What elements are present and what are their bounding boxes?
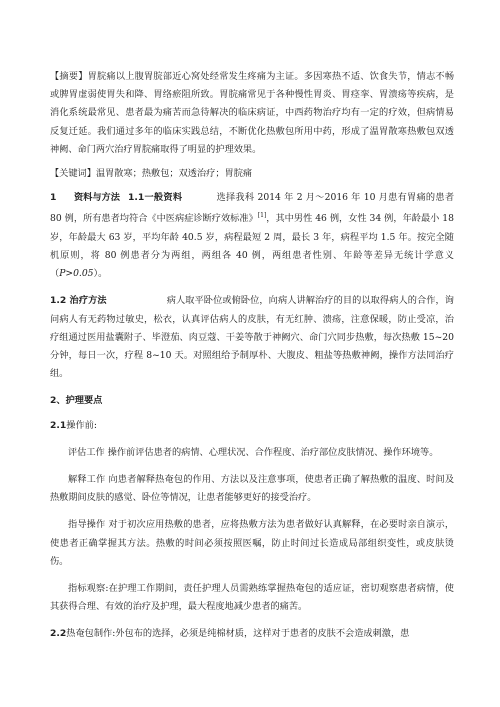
section-1-number: 1 — [50, 192, 57, 204]
section-2-2-number: 2.2 — [50, 628, 67, 640]
assessment-text: 操作前评估患者的病情、心理状况、合作程度、治疗部位皮肤情况、操作环境等。 — [107, 446, 439, 458]
observation-label: 指标观察: — [68, 582, 109, 594]
section-2-1-number: 2.1 — [50, 419, 67, 431]
section-1-title: 资料与方法 — [74, 192, 120, 204]
section-2-1-heading — [50, 417, 454, 435]
reference-marker: [1] — [257, 212, 267, 220]
keywords-paragraph — [50, 165, 454, 183]
abstract-label: 【摘要】 — [50, 71, 88, 82]
section-1-paragraph — [50, 189, 454, 283]
section-1-1-close: ）。 — [93, 268, 108, 280]
explanation-text: 向患者解释热奄包的作用、方法以及注意事项，使患者正确了解热敷的温度、时间及热敷期间皮肤的感觉、卧位等情况，让患者能够更好的接受治疗。 — [50, 473, 455, 504]
section-1-1-text: 选择我科 2014 年 2 月～2016 年 10 月患有胃痛的患者 80 例，所有患者均符合《中医病症诊断疗效标准》 — [50, 192, 455, 225]
section-2-2-paragraph — [50, 625, 454, 643]
guidance-label: 指导操作 — [68, 519, 106, 531]
observation-text: 在护理工作期间，责任护理人员需熟练掌握热奄包的适应证，密切观察患者病情，使其获得合理、有效的治疗及护理，最大程度地减少患者的痛苦。 — [50, 582, 454, 613]
section-1-1-number: 1.1 — [127, 192, 145, 204]
section-1-2-text: 病人取平卧位或俯卧位，向病人讲解治疗的目的以取得病人的合作，询问病人有无药物过敏史，松衣，认真评估病人的皮肤，有无红肿、溃疡，注意保暖，防止受凉，治疗组通过医用盐囊附子、毕澄茄、肉豆蔻、干姜等散于神阙穴、命门穴同步热敷，每次热敷 15~20 分钟，每日一次，疗程 8~10 天。对照组给予制厚朴、大腹皮、粗盐等热敷神阙，操作方法同治疗组。 — [50, 295, 454, 380]
paragraph-assessment — [50, 444, 454, 462]
paragraph-observation — [50, 580, 454, 616]
guidance-text: 对于初次应用热敷的患者，应将热敷方法为患者做好认真解释，在必要时亲自演示，使患者正确掌握其方法。热敷的时间必须按照医嘱，防止时间过长造成局部组织变性，或皮肤烫伤。 — [50, 519, 455, 567]
paragraph-guidance — [50, 516, 454, 571]
explanation-label: 解释工作 — [68, 473, 106, 485]
section-1-2-paragraph — [50, 292, 454, 383]
section-1-1-text-cont: ，其中男性 46 例，女性 34 例，年龄最小 18 岁，年龄最大 63 岁，平均年龄 40.5 岁，病程最短 2 周，最长 3 年，病程平均 1.5 年。按完全随机原则，将 80 例患者分为两组，两组各 40 例，两组患者性别、年龄等差异无统计学意义（ — [50, 213, 454, 280]
section-1-1-title: 一般资料 — [144, 192, 183, 204]
document-page — [50, 68, 454, 644]
section-1-2-title: 1.2 治疗方法 — [50, 295, 107, 307]
assessment-label: 评估工作 — [68, 446, 105, 458]
keywords-text: 温胃散寒；热敷包；双透治疗；胃脘痛 — [95, 168, 253, 180]
abstract-paragraph — [50, 68, 454, 159]
section-2-title: 2、护理要点 — [50, 395, 103, 407]
abstract-text: 胃脘痛以上腹胃脘部近心窝处经常发生疼痛为主证。多因寒热不适、饮食失节，情志不畅或脾胃虚弱使胃失和降、胃络瘀阻所致。胃脘痛常见于各种慢性胃炎、胃痉挛、胃溃疡等疾病，是消化系统最常见、患者最为痛苦而急待解决的临床病证，中西药物治疗均有一定的疗效，但病情易反复迁延。我们通过多年的临床实践总结，不断优化热敷包所用中药，形成了温胃散寒热敷包双透神阙、命门两穴治疗胃脘痛取得了明显的护理效果。 — [50, 71, 455, 155]
section-2-1-label: 操作前: — [66, 419, 97, 431]
keywords-label: 【关键词】 — [50, 168, 96, 180]
section-2-2-text: 热奄包制作:外包布的选择，必须是纯棉材质，这样对于患者的皮肤不会造成刺激，患 — [66, 628, 410, 640]
p-value: P>0.05 — [59, 268, 94, 280]
paragraph-explanation — [50, 471, 454, 507]
